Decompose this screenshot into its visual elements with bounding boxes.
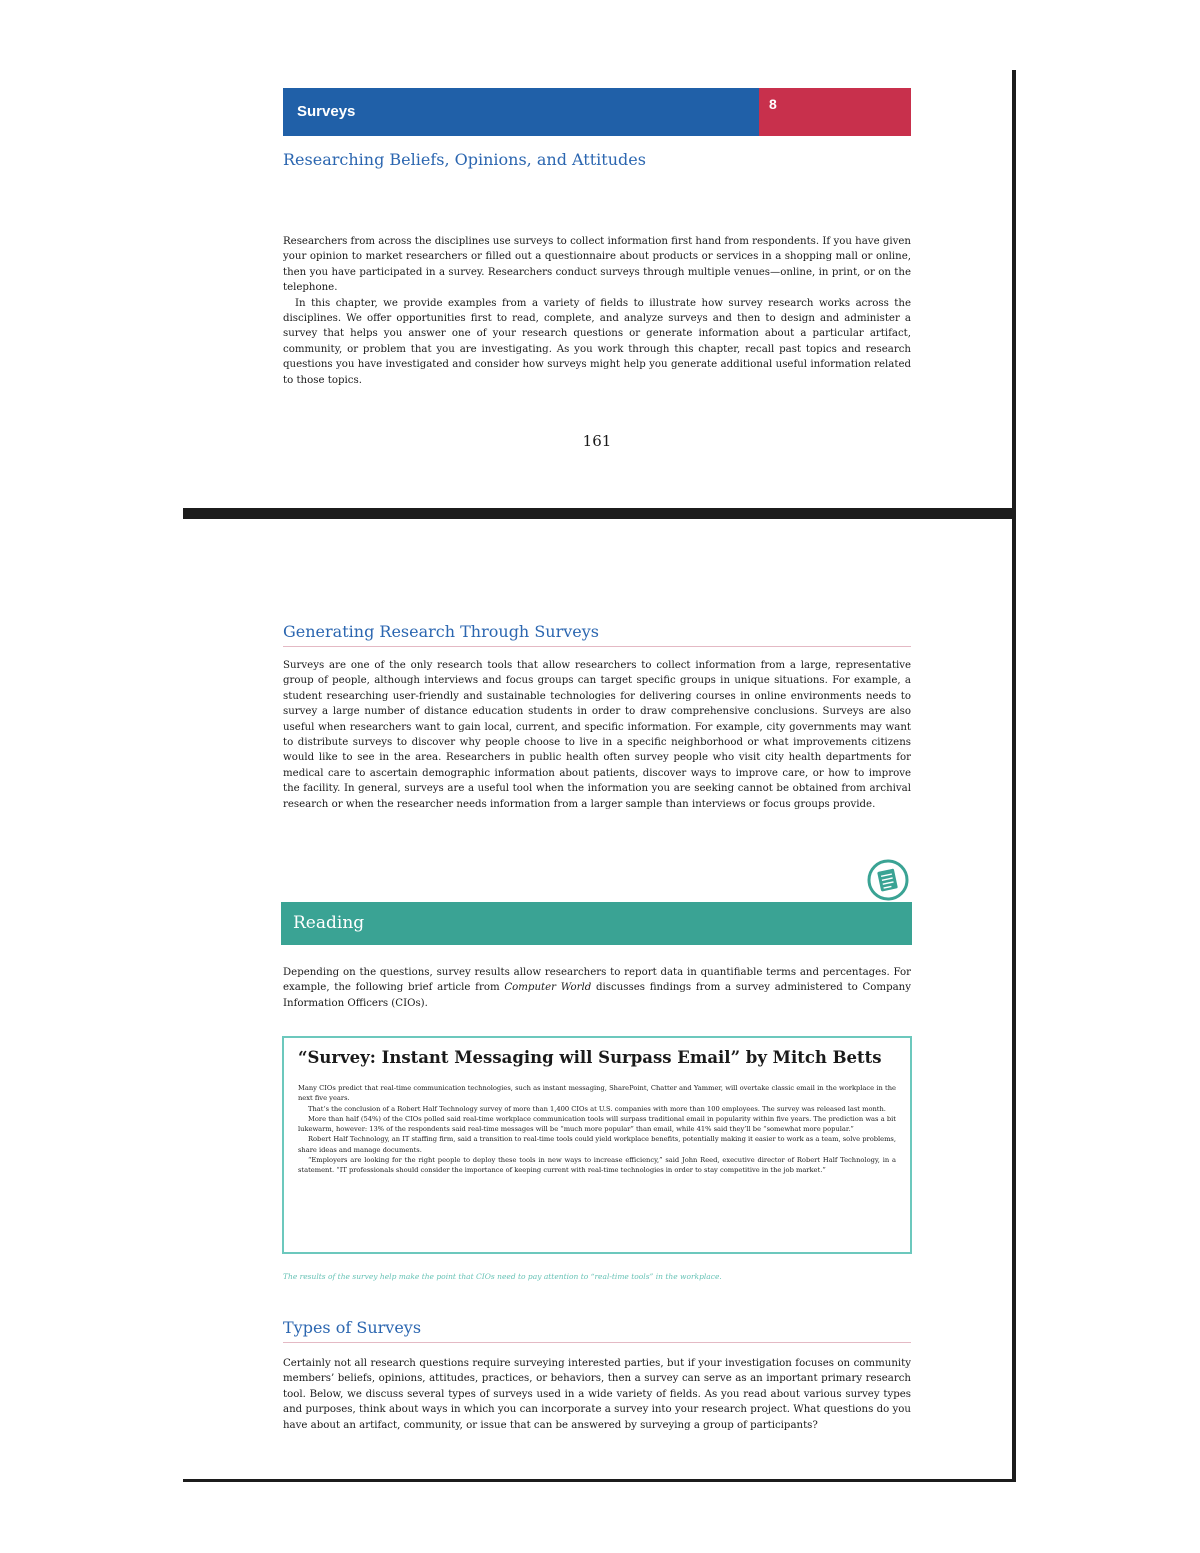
intro-paragraph: Researchers from across the disciplines use surveys to collect information first hand from respondents. If you have given your opinion to market researchers or filled out a questionnaire about products or services in a shopping mall or online, then you have participated in a survey. Researchers conduct surveys through multiple venues—online, in print, or on the telephone. — [283, 236, 911, 294]
generating-research-text — [283, 658, 911, 812]
article-paragraph: That’s the conclusion of a Robert Half Technology survey of more than 1,400 CIOs at U.S. companies with more than 100 employees. The survey was released last month. — [308, 1104, 886, 1113]
chapter-subtitle: Researching Beliefs, Opinions, and Attitudes — [283, 150, 646, 169]
document-icon — [866, 858, 910, 902]
intro-text — [283, 234, 911, 388]
page-border-right — [1012, 70, 1016, 1482]
article-body — [298, 1083, 896, 1176]
page-border-bottom — [183, 1479, 1016, 1482]
article-caption: The results of the survey help make the point that CIOs need to pay attention to “real-time tools” in the workplace. — [283, 1272, 722, 1281]
reading-intro-end: discusses findings from a survey administered to Company Information Officers (CIOs). — [283, 982, 911, 1009]
article-paragraph: Robert Half Technology, an IT staffing firm, said a transition to real-time tools could yield workplace benefits, potentially making it easier to work as a team, solve problems, share ideas and manage documents. — [298, 1135, 896, 1154]
article-title: “Survey: Instant Messaging will Surpass Email” by Mitch Betts — [298, 1048, 882, 1067]
page-number: 161 — [582, 432, 612, 450]
chapter-header — [283, 88, 911, 136]
article-paragraph: Many CIOs predict that real-time communication technologies, such as instant messaging, SharePoint, Chatter and Yammer, will overtake classic email in the workplace in the next five years. — [298, 1084, 896, 1103]
chapter-number: 8 — [759, 88, 911, 136]
page-separator — [183, 508, 1016, 519]
body-paragraph: Certainly not all research questions require surveying interested parties, but if your investigation focuses on community members’ beliefs, opinions, attitudes, practices, or behaviors, then a survey can serve as an important primary research tool. Below, we discuss several types of surveys used in a wide variety of fields. As you read about various survey types and purposes, think about ways in which you can incorporate a survey into your research project. What questions do you have about an artifact, community, or issue that can be answered by surveying a group of participants? — [283, 1358, 911, 1431]
article-paragraph: “Employers are looking for the right people to deploy these tools in new ways to increase efficiency,” said John Reed, executive director of Robert Half Technology, in a statement. “IT professionals should consider the importance of keeping current with real-time technologies in order to stay competitive in the job market.” — [298, 1156, 896, 1175]
reading-intro — [283, 965, 911, 1011]
article-box — [282, 1036, 912, 1254]
section-heading-generating-research: Generating Research Through Surveys — [283, 622, 911, 647]
reading-intro-start: Depending on the questions, survey results allow researchers to report data in quantifiable terms and percentages. For example, the following brief article from — [283, 967, 911, 994]
chapter-title: Surveys — [283, 88, 759, 136]
intro-paragraph: In this chapter, we provide examples from a variety of fields to illustrate how survey research works across the disciplines. We offer opportunities first to read, complete, and analyze surveys and then to design and administer a survey that helps you answer one of your research questions or generate information about a particular artifact, community, or problem that you are investigating. As you work through this chapter, recall past topics and research questions you have investigated and consider how surveys might help you generate additional useful information related to those topics. — [283, 297, 911, 386]
article-paragraph: More than half (54%) of the CIOs polled said real-time workplace communication tools will surpass traditional email in popularity within five years. The prediction was a bit lukewarm, however: 13% of the respondents said real-time messages will be “much more popular” than email, while 41% said they’ll be “somewhat more popular.” — [298, 1114, 896, 1134]
reading-intro-paragraph — [283, 965, 911, 1011]
types-of-surveys-text — [283, 1356, 911, 1433]
reading-banner: Reading — [281, 902, 912, 945]
section-heading-types-of-surveys: Types of Surveys — [283, 1318, 911, 1343]
publication-name: Computer World — [504, 982, 592, 994]
body-paragraph: Surveys are one of the only research tools that allow researchers to collect information from a large, representative group of people, although interviews and focus groups can target specific groups in unique situations. For example, a student researching user-friendly and sustainable technologies for delivering courses in online environments needs to survey a large number of distance education students in order to draw comprehensive conclusions. Surveys are also useful when researchers want to gain local, current, and specific information. For example, city governments may want to distribute surveys to discover why people choose to live in a specific neighborhood or what improvements citizens would like to see in the area. Researchers in public health often survey people who visit city health departments for medical care to ascertain demographic information about patients, discover ways to improve care, or how to improve the facility. In general, surveys are a useful tool when the information you are seeking cannot be obtained from archival research or when the researcher needs information from a larger sample than interviews or focus groups provide. — [283, 660, 911, 810]
